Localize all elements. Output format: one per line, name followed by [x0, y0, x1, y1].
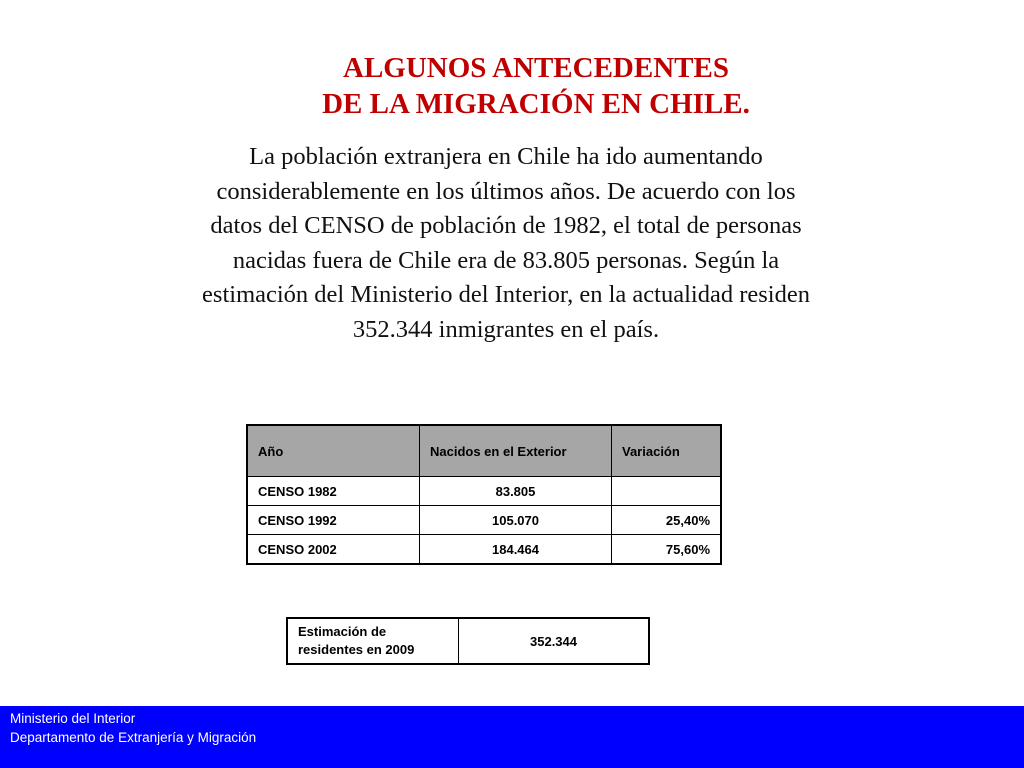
estimate-table	[286, 617, 650, 665]
footer-department: Departamento de Extranjería y Migración	[10, 730, 257, 745]
census-born-cell: 184.464	[420, 535, 612, 565]
footer-ministry: Ministerio del Interior	[10, 711, 136, 726]
table-row	[247, 506, 721, 535]
intro-paragraph: La población extranjera en Chile ha ido aumentando considerablemente en los últimos años. De acuerdo con los datos del CENSO de población de 1982, el total de personas nacidas fuera de Chile era de 83.805 personas. Según la estimación del Ministerio del Interior, en la actualidad residen 352.344 inmigrantes en el país.	[202, 143, 810, 343]
census-variation-cell: 25,40%	[612, 506, 722, 535]
census-year-cell: CENSO 1992	[247, 506, 420, 535]
census-born-cell: 105.070	[420, 506, 612, 535]
footer-bar	[0, 706, 1024, 768]
census-variation-cell	[612, 477, 722, 506]
table-row	[287, 618, 649, 664]
census-variation-cell: 75,60%	[612, 535, 722, 565]
slide-title	[236, 50, 836, 122]
title-line-2: DE LA MIGRACIÓN EN CHILE.	[322, 88, 750, 120]
census-header-year: Año	[247, 425, 420, 477]
census-table	[246, 424, 722, 565]
census-header-variation: Variación	[612, 425, 722, 477]
table-row	[247, 477, 721, 506]
census-table-header-row	[247, 425, 721, 477]
census-year-cell: CENSO 2002	[247, 535, 420, 565]
title-line-1: ALGUNOS ANTECEDENTES	[343, 52, 729, 84]
census-header-born-abroad: Nacidos en el Exterior	[420, 425, 612, 477]
census-year-cell: CENSO 1982	[247, 477, 420, 506]
estimate-value-cell: 352.344	[459, 618, 650, 664]
table-row	[247, 535, 721, 565]
estimate-label-cell: Estimación de residentes en 2009	[287, 618, 459, 664]
census-born-cell: 83.805	[420, 477, 612, 506]
